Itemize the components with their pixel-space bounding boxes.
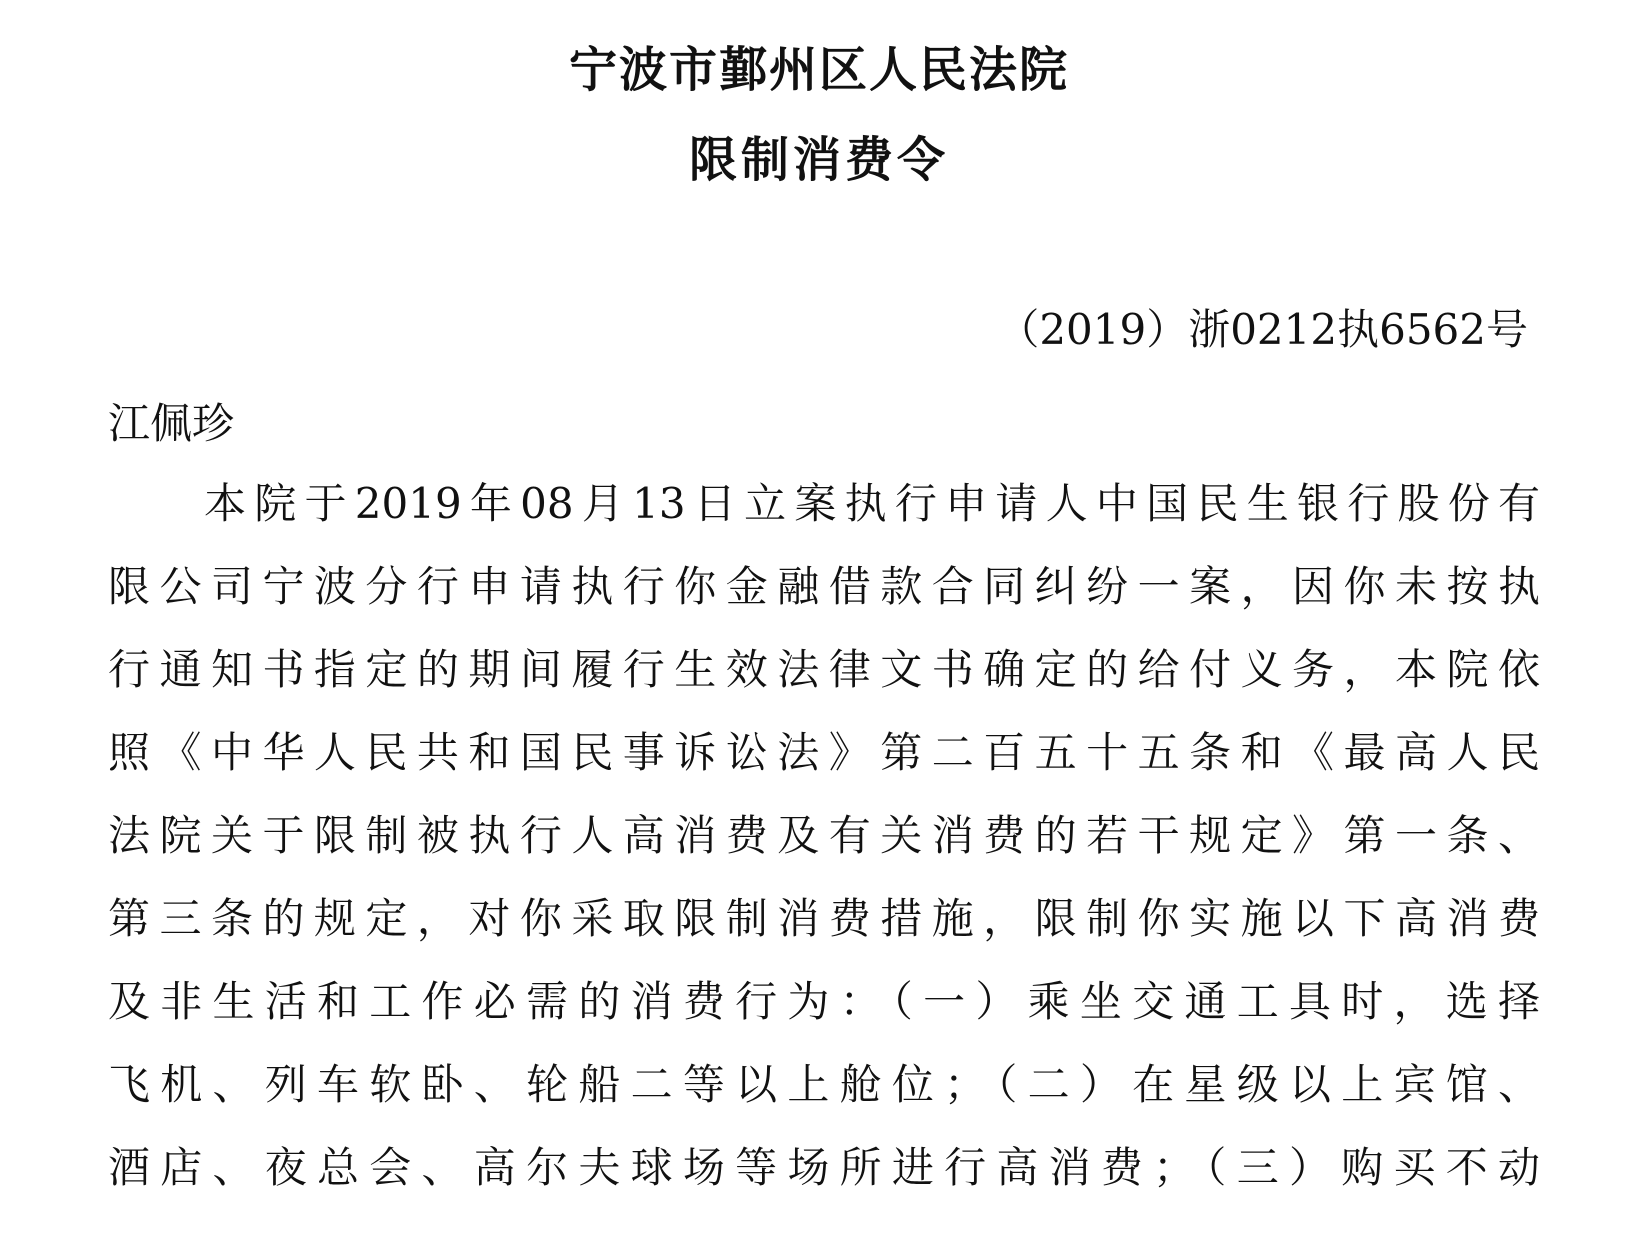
body-line: 限公司宁波分行申请执行你金融借款合同纠纷一案，因你未按执 (108, 562, 1540, 611)
recipient-name: 江佩珍 (108, 399, 235, 448)
body-line: 及非生活和工作必需的消费行为：（一）乘坐交通工具时，选择 (108, 977, 1540, 1026)
body-line: 本院于2019年08月13日立案执行申请人中国民生银行股份有 (204, 479, 1540, 528)
body-line: 行通知书指定的期间履行生效法律文书确定的给付义务，本院依 (108, 645, 1540, 694)
document-title: 限制消费令 (688, 132, 949, 188)
order-body (108, 476, 1540, 1223)
case-number: （2019）浙0212执6562号 (997, 305, 1528, 354)
body-line: 第三条的规定，对你采取限制消费措施，限制你实施以下高消费 (108, 894, 1540, 943)
body-line: 飞机、列车软卧、轮船二等以上舱位；（二）在星级以上宾馆、 (108, 1060, 1540, 1109)
body-line: 照《中华人民共和国民事诉讼法》第二百五十五条和《最高人民 (108, 728, 1540, 777)
body-line: 法院关于限制被执行人高消费及有关消费的若干规定》第一条、 (108, 811, 1540, 860)
court-name: 宁波市鄞州区人民法院 (568, 42, 1069, 98)
body-line: 酒店、夜总会、高尔夫球场等场所进行高消费；（三）购买不动 (108, 1143, 1540, 1192)
